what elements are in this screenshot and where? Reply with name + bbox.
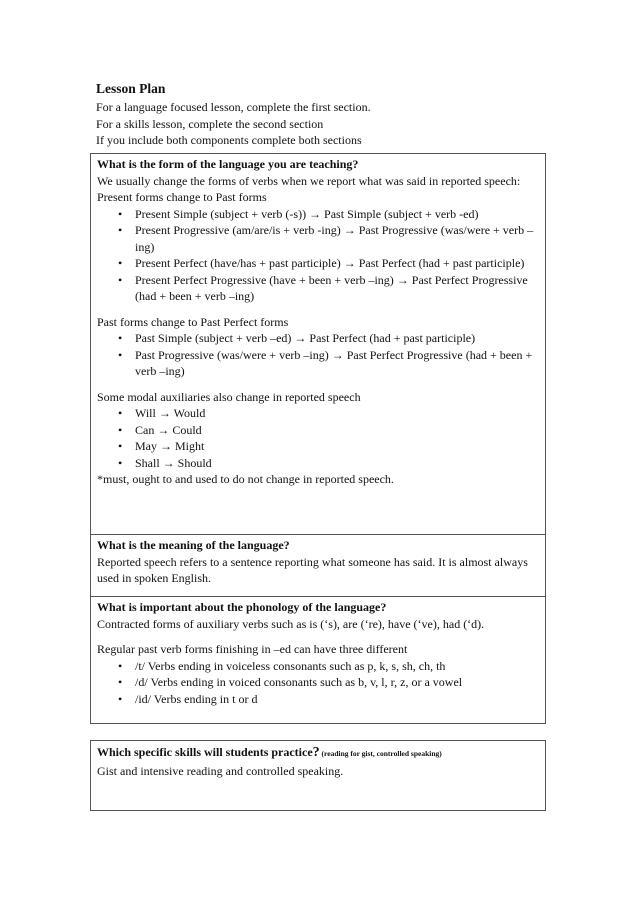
pronunciation-list [97, 658, 539, 708]
list-item: • May → Might [135, 438, 539, 455]
list-item: • Present Perfect Progressive (have + been + verb –ing) → Past Perfect Progressive (had + been + verb –ing) [135, 272, 539, 305]
list-item: • /d/ Verbs ending in voiced consonants such as b, v, l, r, z, or a vowel [135, 674, 539, 691]
list-item: • Present Perfect (have/has + past participle) → Past Perfect (had + past participle) [135, 255, 539, 272]
phonology-question: What is important about the phonology of the language? [97, 600, 387, 614]
lesson-plan-header [96, 80, 556, 149]
skills-table [90, 740, 546, 811]
form-question: What is the form of the language you are teaching? [97, 157, 359, 171]
skills-question-text: Which specific skills will students practice [97, 745, 313, 759]
language-focus-table [90, 153, 546, 724]
past-forms-list [97, 330, 539, 380]
meaning-question: What is the meaning of the language? [97, 538, 290, 552]
meaning-text: Reported speech refers to a sentence reporting what someone has said. It is almost always used in spoken English. [97, 554, 528, 585]
list-item: • Shall → Should [135, 455, 539, 472]
phonology-text: Contracted forms of auxiliary verbs such as is (‘s), are (‘re), have (‘ve), had (‘d). [97, 616, 485, 631]
list-item: • /t/ Verbs ending in voiceless consonants such as p, k, s, sh, ch, th [135, 658, 539, 675]
list-item: • Can → Could [135, 422, 539, 439]
instruction-line: For a skills lesson, complete the second section [96, 116, 324, 131]
form-intro: We usually change the forms of verbs when we report what was said in reported speech: [97, 173, 521, 188]
list-item: • Present Simple (subject + verb (-s)) → Past Simple (subject + verb -ed) [135, 206, 539, 223]
present-forms-list [97, 206, 539, 305]
skills-section [91, 741, 545, 782]
meaning-section [91, 535, 545, 597]
phonology-section [91, 597, 545, 711]
modal-note: *must, ought to and used to do not change in reported speech. [97, 472, 394, 486]
past-forms-heading: Past forms change to Past Perfect forms [97, 314, 289, 329]
document-title: Lesson Plan [96, 81, 166, 96]
list-item: • /id/ Verbs ending in t or d [135, 691, 539, 708]
skills-answer: Gist and intensive reading and controlled speaking. [97, 763, 344, 778]
skills-question [97, 744, 539, 763]
list-item: • Past Progressive (was/were + verb –ing) → Past Perfect Progressive (had + been + verb –ing) [135, 347, 539, 380]
list-item: • Present Progressive (am/are/is + verb -ing) → Past Progressive (was/were + verb –ing) [135, 222, 539, 255]
skills-question-note: (reading for gist, controlled speaking) [319, 749, 442, 758]
instruction-line: If you include both components complete both sections [96, 133, 362, 147]
instruction-line: For a language focused lesson, complete the first section. [96, 100, 371, 114]
skills-question-mark: ? [312, 745, 320, 760]
regular-past-heading: Regular past verb forms finishing in –ed can have three different [97, 642, 408, 656]
modal-list [97, 405, 539, 471]
modal-heading: Some modal auxiliaries also change in reported speech [97, 389, 361, 404]
list-item: • Past Simple (subject + verb –ed) → Past Perfect (had + past participle) [135, 330, 539, 347]
present-forms-heading: Present forms change to Past forms [97, 190, 267, 204]
list-item: • Will → Would [135, 405, 539, 422]
form-section [91, 154, 545, 535]
